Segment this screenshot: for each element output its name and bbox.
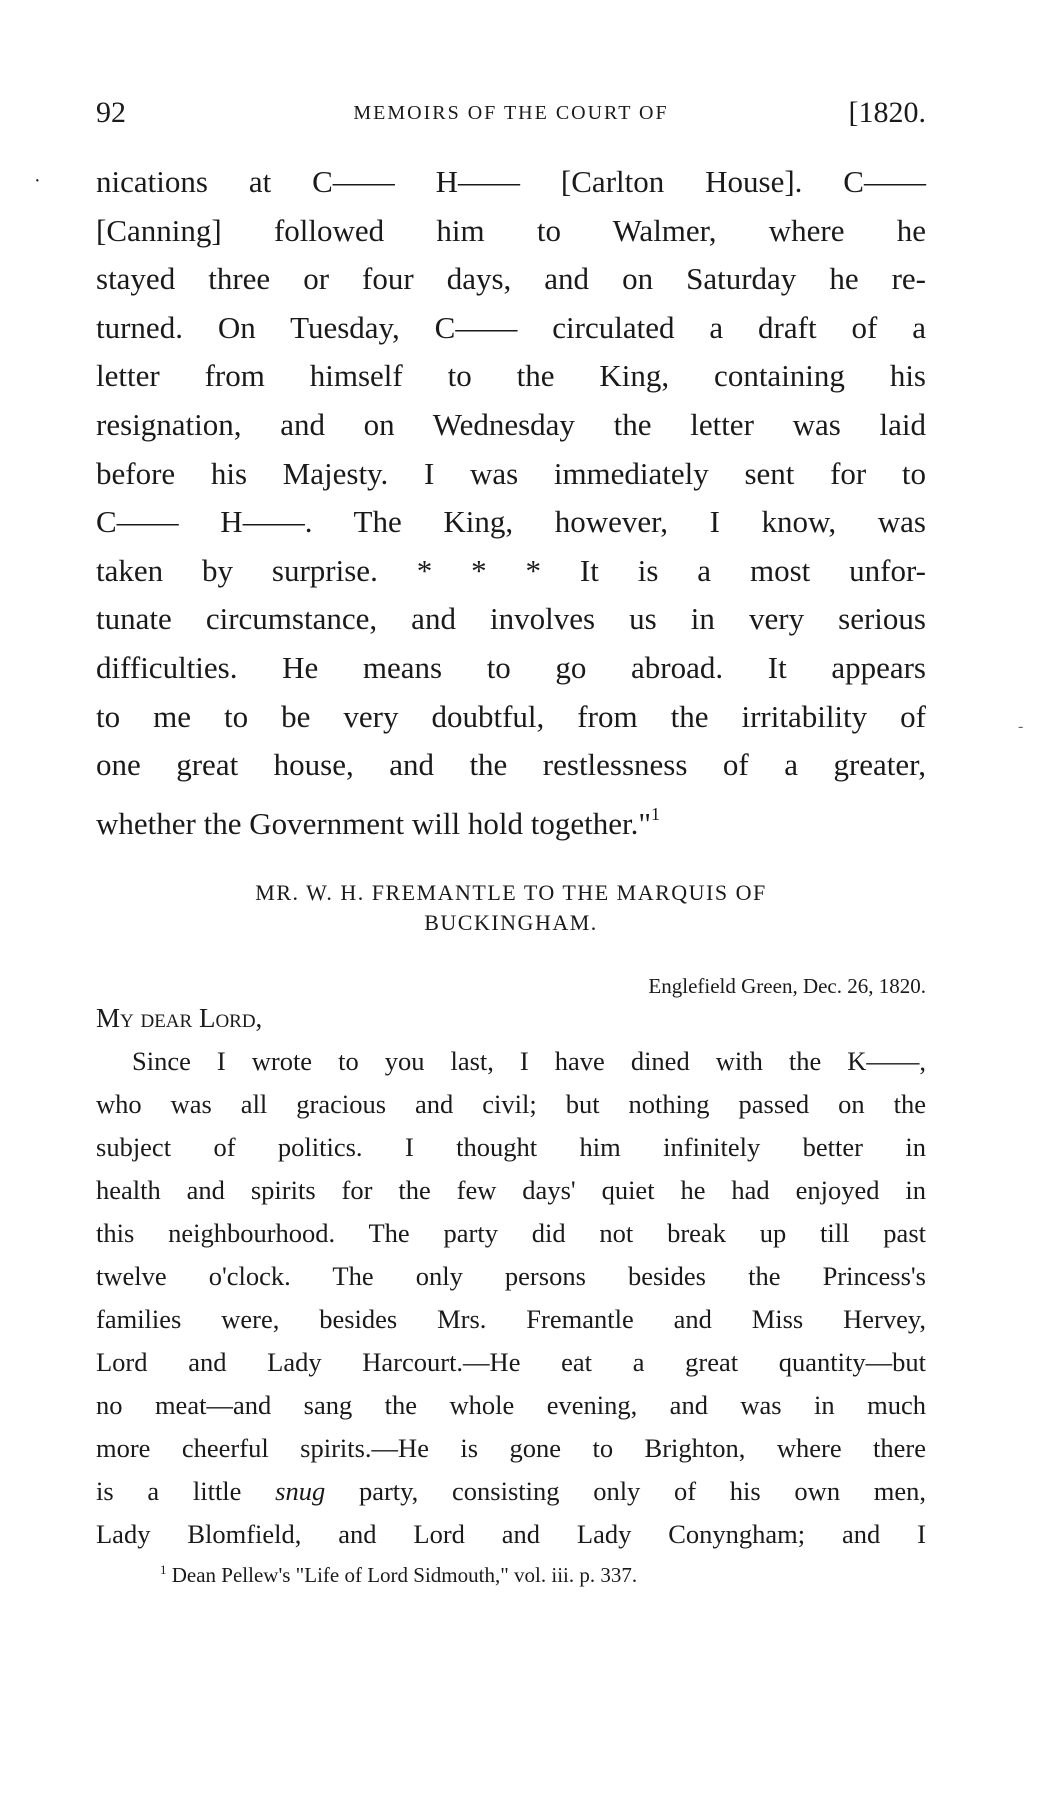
body-line: before his Majesty. I was immediately sent for to [96,455,926,491]
body-line: difficulties. He means to go abroad. It appears [96,649,926,685]
body-line: tunate circumstance, and involves us in very serious [96,601,926,637]
letter-line: families were, besides Mrs. Fremantle and Miss Hervey, [96,1304,926,1334]
body-line-last [96,790,926,839]
footnote [160,1562,637,1588]
body-line: C—— H——. The King, however, I know, was [96,504,926,540]
header-year: [1820. [848,96,926,129]
letter-heading-line: MR. W. H. FREMANTLE TO THE MARQUIS OF [255,880,767,905]
letter-line: Since I wrote to you last, I have dined with the K——, [132,1046,926,1076]
letter-line: health and spirits for the few days' quiet he had enjoyed in [96,1175,926,1205]
body-line: nications at C—— H—— [Carlton House]. C—— [96,164,926,199]
letter-line: who was all gracious and civil; but nothing passed on the [96,1089,926,1119]
letter-line: no meat—and sang the whole evening, and was in much [96,1390,926,1420]
body-line: one great house, and the restlessness of a greater, [96,747,926,783]
footnote-text: Dean Pellew's "Life of Lord Sidmouth," vol. iii. p. 337. [171,1563,638,1587]
body-line: turned. On Tuesday, C—— circulated a draft of a [96,309,926,345]
letter-heading [96,878,926,938]
body-line: taken by surprise. * * * It is a most unfor- [96,552,926,588]
body-line: to me to be very doubtful, from the irritability of [96,698,926,734]
letter-line-snug [96,1470,926,1513]
running-title: MEMOIRS OF THE COURT OF [353,102,669,124]
body-line: [Canning] followed him to Walmer, where he [96,212,926,248]
footnote-reference: 1 [651,803,661,824]
page-number: 92 [96,96,126,129]
letter-line: more cheerful spirits.—He is gone to Brighton, where there [96,1433,926,1463]
body-last-text: whether the Government will hold together." [96,805,652,841]
snug-before: is a little [96,1476,242,1506]
body-line: letter from himself to the King, containing his [96,358,926,394]
body-line: resignation, and on Wednesday the letter was laid [96,406,926,442]
running-header [96,96,926,136]
body-line: stayed three or four days, and on Saturday he re- [96,261,926,297]
snug-after: party, consisting only of his own men, [358,1476,927,1506]
footnote-marker: 1 [160,1562,167,1577]
margin-dot: · [34,170,41,192]
letter-line: Lord and Lady Harcourt.—He eat a great quantity—but [96,1347,926,1377]
margin-tick: - [1018,718,1024,735]
letter-line: Lady Blomfield, and Lord and Lady Conyngham; and I [96,1519,926,1549]
letter-salutation: My dear Lord, [96,1003,263,1033]
letter-heading-line: BUCKINGHAM. [424,910,598,935]
letter-dateline: Englefield Green, Dec. 26, 1820. [648,974,926,998]
main-paragraph [96,158,926,841]
letter-body [96,1040,926,1556]
snug-word: snug [275,1476,326,1506]
letter-line: twelve o'clock. The only persons besides the Princess's [96,1261,926,1291]
letter-line: subject of politics. I thought him infinitely better in [96,1132,926,1162]
letter-line: this neighbourhood. The party did not break up till past [96,1218,926,1248]
